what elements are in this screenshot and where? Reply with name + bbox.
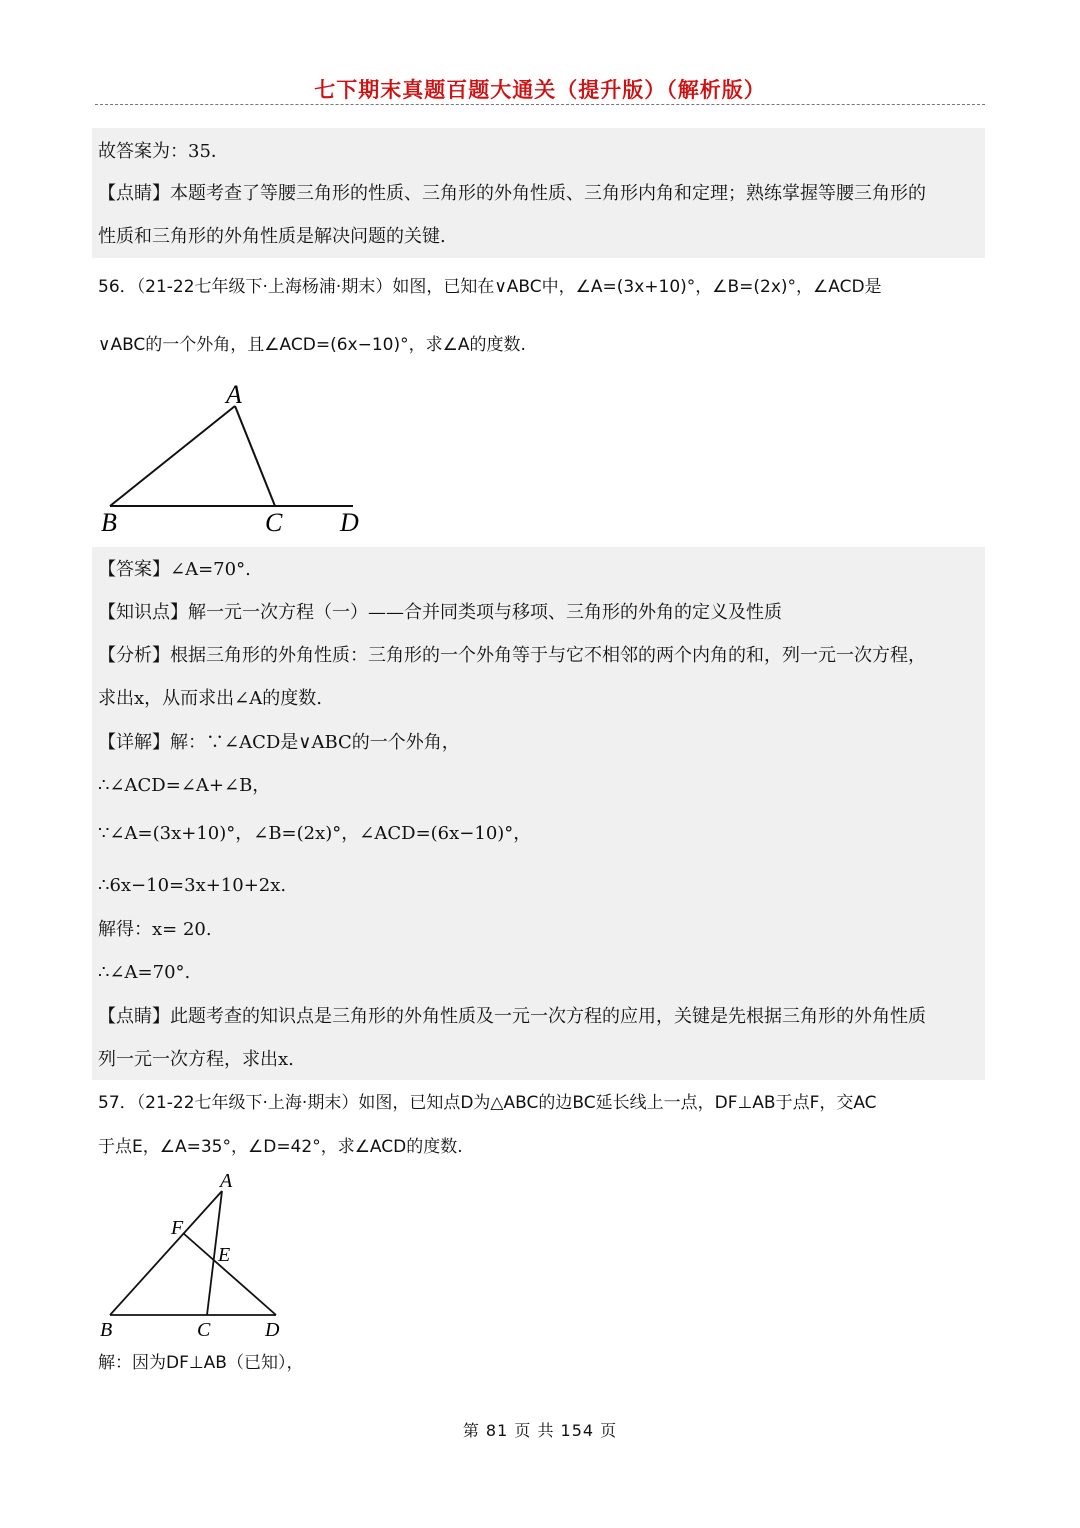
detail-line-1: 【详解】解：∵∠ACD是∨ABC的一个外角， (98, 732, 460, 753)
label-a: A (226, 380, 242, 409)
label-e: E (218, 1244, 231, 1266)
triangle-figure-57 (95, 1165, 295, 1345)
question-57-line-2: 于点E，∠A=35°，∠D=42°，求∠ACD的度数. (98, 1137, 463, 1157)
analysis-line-1: 【分析】根据三角形的外角性质：三角形的一个外角等于与它不相邻的两个内角的和，列一元一次方程， (98, 645, 926, 666)
comment-line-1: 【点睛】本题考查了等腰三角形的性质、三角形的外角性质、三角形内角和定理；熟练掌握等腰三角形的 (98, 183, 926, 204)
side-ac (235, 406, 275, 506)
page-number: 第 81 页 共 154 页 (462, 1421, 618, 1440)
page-header-title: 七下期末真题百题大通关（提升版）（解析版） (314, 78, 766, 102)
triangle-figure-56 (95, 378, 375, 538)
label-f: F (171, 1217, 184, 1239)
solution-start: 解：因为DF⊥AB（已知）， (98, 1353, 304, 1373)
side-ab (110, 406, 235, 506)
label-d: D (340, 508, 359, 537)
question-56-line-2: ∨ABC的一个外角，且∠ACD=(6x−10)°，求∠A的度数. (98, 335, 526, 355)
label-c: C (265, 508, 283, 537)
detail-line-2: ∴∠ACD=∠A+∠B， (98, 775, 271, 796)
detail-line-3: ∵∠A=(3x+10)°，∠B=(2x)°，∠ACD=(6x−10)°， (98, 823, 532, 844)
header-divider (95, 104, 985, 105)
answer-line: 故答案为：35． (98, 141, 229, 162)
analysis-line-2: 求出x，从而求出∠A的度数. (98, 688, 322, 709)
label-b: B (100, 1319, 113, 1341)
comment-line-2: 列一元一次方程，求出x. (98, 1049, 294, 1070)
detail-line-4: ∴6x−10=3x+10+2x. (98, 875, 287, 896)
comment-line-1: 【点睛】此题考查的知识点是三角形的外角性质及一元一次方程的应用，关键是先根据三角形的外角性质 (98, 1006, 926, 1027)
detail-line-5: 解得：x= 20. (98, 919, 212, 940)
label-b: B (101, 508, 117, 537)
question-57-line-1: 57．（21-22七年级下·上海·期末）如图，已知点D为△ABC的边BC延长线上一点，DF⊥AB于点F，交AC (98, 1093, 877, 1113)
question-56-line-1: 56．（21-22七年级下·上海杨浦·期末）如图，已知在∨ABC中，∠A=(3x+10)°，∠B=(2x)°，∠ACD是 (98, 277, 882, 297)
answer-text: 【答案】∠A=70°. (98, 559, 251, 580)
label-c: C (197, 1319, 211, 1341)
answer-block-56 (92, 547, 985, 1080)
label-a: A (220, 1170, 233, 1192)
label-d: D (265, 1319, 280, 1341)
knowledge-point: 【知识点】解一元一次方程（一）——合并同类项与移项、三角形的外角的定义及性质 (98, 602, 782, 623)
detail-line-6: ∴∠A=70°. (98, 962, 191, 983)
comment-line-2: 性质和三角形的外角性质是解决问题的关键. (98, 226, 446, 247)
